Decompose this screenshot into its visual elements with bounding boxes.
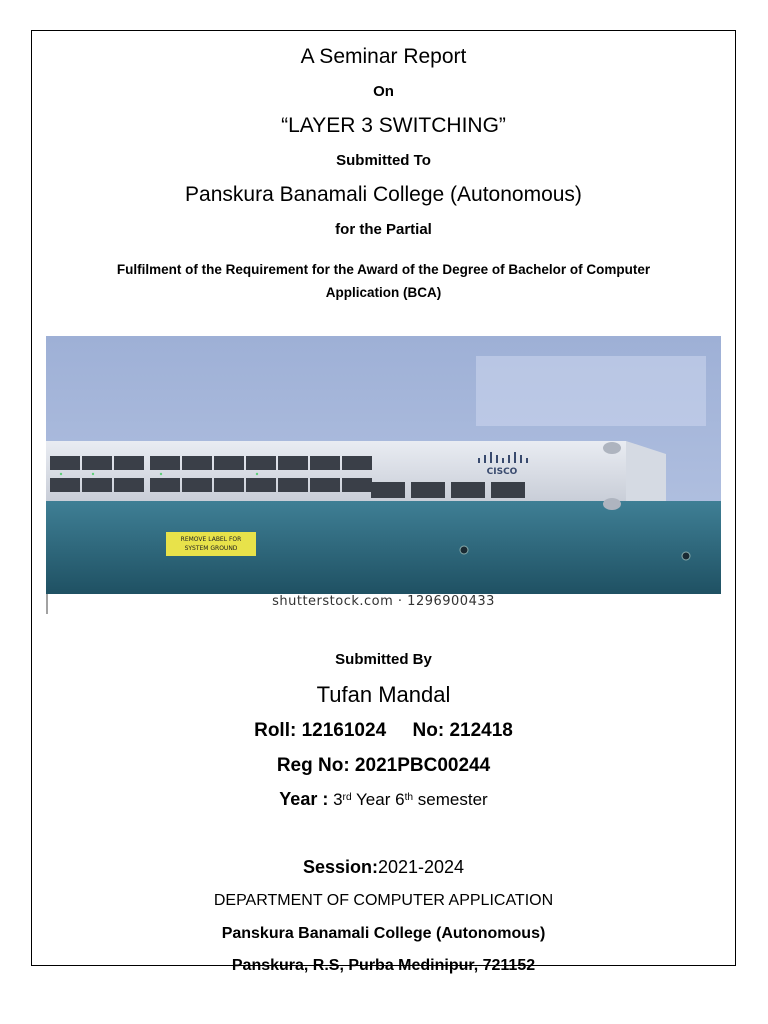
year-num: 3	[333, 790, 343, 809]
seminar-topic: “LAYER 3 SWITCHING”	[281, 114, 506, 137]
session-value: 2021-2024	[377, 857, 465, 877]
label-text-1: REMOVE LABEL FOR	[180, 536, 242, 543]
submitted-to-label: Submitted To	[336, 152, 431, 169]
year-semester	[31, 789, 736, 810]
cisco-logo-text: CISCO	[486, 467, 518, 477]
session	[31, 857, 736, 878]
image-credit: shutterstock.com · 1296900433	[272, 594, 495, 609]
report-title: A Seminar Report	[300, 45, 467, 68]
student-name: Tufan Mandal	[316, 682, 451, 707]
submitted-by-label: Submitted By	[335, 651, 432, 668]
year-tail: semester	[413, 790, 488, 809]
fulfilment-line-1: Fulfilment of the Requirement for the Award of the Degree of Bachelor of Computer	[116, 262, 651, 277]
college-footer: Panskura Banamali College (Autonomous)	[221, 925, 546, 942]
roll-number: Roll: 12161024 No: 212418	[254, 720, 513, 741]
session-label: Session:	[302, 857, 378, 877]
college-name: Panskura Banamali College (Autonomous)	[185, 183, 582, 206]
switch-photo	[46, 336, 721, 614]
semester-sup-th: th	[404, 791, 414, 803]
year-label: Year :	[279, 789, 329, 809]
department-name: DEPARTMENT OF COMPUTER APPLICATION	[213, 892, 554, 909]
network-switch-image	[46, 336, 721, 614]
on-label: On	[373, 83, 394, 100]
label-text-2: SYSTEM GROUND	[184, 545, 238, 552]
fulfilment-line-2: Application (BCA)	[325, 285, 442, 300]
college-address: Panskura, R.S, Purba Medinipur, 721152	[231, 957, 536, 974]
year-mid: Year 6	[351, 790, 405, 809]
partial-label: for the Partial	[335, 221, 432, 238]
registration-number: Reg No: 2021PBC00244	[276, 755, 491, 776]
year-sup-rd: rd	[342, 791, 352, 803]
